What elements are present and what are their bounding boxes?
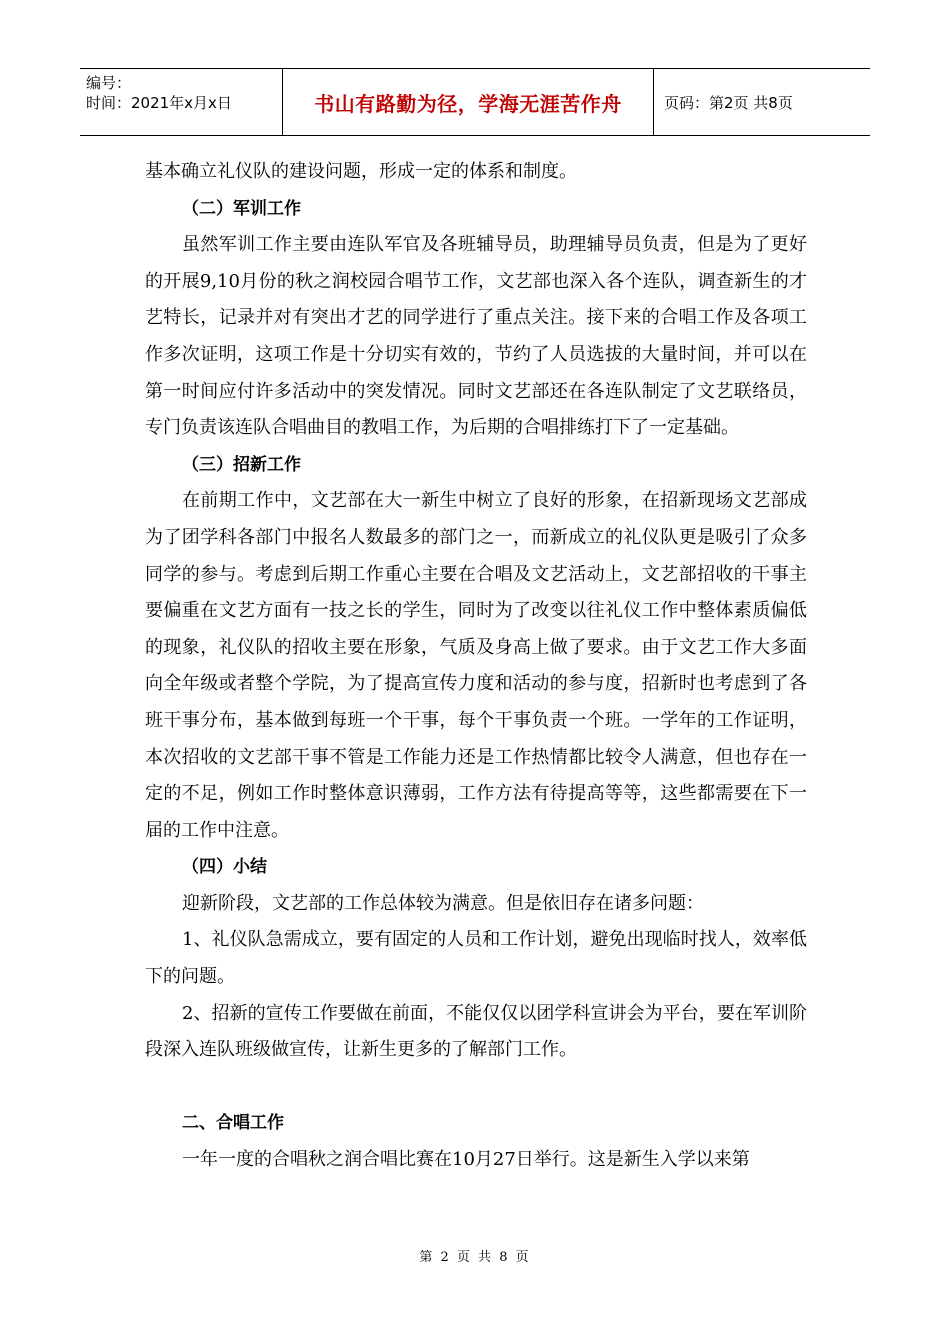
document-header [80,68,870,136]
paragraph-chorus: 一年一度的合唱秋之润合唱比赛在10月27日举行。这是新生入学以来第 [182,1149,750,1171]
document-number-label: 编号： [86,74,132,92]
header-page-info: 页码：第2页 共8页 [664,93,793,112]
header-meta-cell [80,69,282,135]
summary-item-2: 2、招新的宣传工作要做在前面，不能仅仅以团学科宣讲会为平台，要在军训阶段深入连队班级做宣传，让新生更多的了解部门工作。 [145,1002,807,1061]
paragraph-recruitment: 在前期工作中，文艺部在大一新生中树立了良好的形象，在招新现场文艺部成为了团学科各部门中报名人数最多的部门之一，而新成立的礼仪队更是吸引了众多同学的参与。考虑到后期工作重心主要在合唱及文艺活动上，文艺部招收的干事主要偏重在文艺方面有一技之长的学生，同时为了改变以往礼仪工作中整体素质偏低的现象，礼仪队的招收主要在形象，气质及身高上做了要求。由于文艺工作大多面向全年级或者整个学院，为了提高宣传力度和活动的参与度，招新时也考虑到了各班干事分布，基本做到每班一个干事，每个干事负责一个班。一学年的工作证明，本次招收的文艺部干事不管是工作能力还是工作热情都比较令人满意，但也存在一定的不足，例如工作时整体意识薄弱，工作方法有待提高等等，这些都需要在下一届的工作中注意。 [145,490,807,841]
paragraph: 基本确立礼仪队的建设问题，形成一定的体系和制度。 [145,161,577,182]
paragraph-summary: 迎新阶段，文艺部的工作总体较为满意。但是依旧存在诸多问题： [182,892,704,914]
section-heading-military-training: （二）军训工作 [182,198,301,219]
header-motto: 书山有路勤为径，学海无涯苦作舟 [282,69,654,135]
summary-item-1: 1、礼仪队急需成立，要有固定的人员和工作计划，避免出现临时找人，效率低下的问题。 [145,929,807,988]
paragraph-military-training: 虽然军训工作主要由连队军官及各班辅导员，助理辅导员负责，但是为了更好的开展9,10月份的秋之润校园合唱节工作，文艺部也深入各个连队，调查新生的才艺特长，记录并对有突出才艺的同学进行了重点关注。接下来的合唱工作及各项工作多次证明，这项工作是十分切实有效的，节约了人员选拔的大量时间，并可以在第一时间应付许多活动中的突发情况。同时文艺部还在各连队制定了文艺联络员，专门负责该连队合唱曲目的教唱工作，为后期的合唱排练打下了一定基础。 [145,234,807,439]
page-footer: 第 2 页 共 8 页 [419,1250,531,1265]
section-heading-summary: （四）小结 [182,857,267,878]
document-body [145,154,807,1179]
section-heading-chorus: 二、合唱工作 [182,1113,284,1134]
section-heading-recruitment: （三）招新工作 [182,454,301,475]
document-date-label: 时间：2021年x月x日 [86,94,232,112]
spacer [145,1069,807,1106]
